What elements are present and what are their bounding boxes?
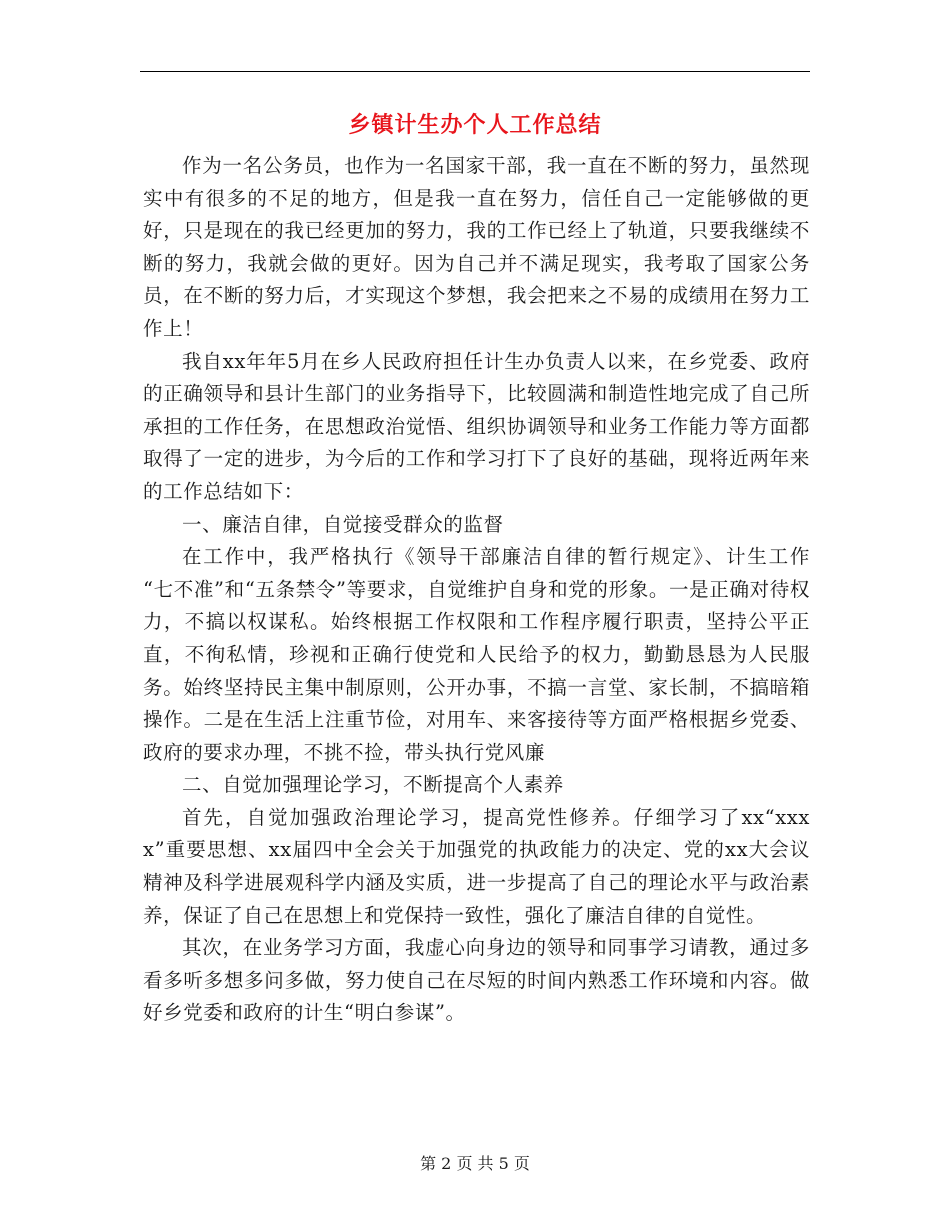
paragraph-study-second: 其次，在业务学习方面，我虚心向身边的领导和同事学习请教，通过多看多听多想多问多做，努力使自己在尽短的时间内熟悉工作环境和内容。做好乡党委和政府的计生“明白参谋”。	[143, 936, 810, 1025]
paragraph-integrity: 在工作中，我严格执行《领导干部廉洁自律的暂行规定》、计生工作 “七不准”和“五条禁令”等要求，自觉维护自身和党的形象。一是正确对待权力，不搞以权谋私。始终根据工作权限和工作程序履行职责，坚持公平正直，不徇私情，珍视和正确行使党和人民给予的权力，勤勤恳恳为人民服务。始终坚持民主集中制原则，公开办事，不搞一言堂、家长制，不搞暗箱操作。二是在生活上注重节俭，对用车、来客接待等方面严格根据乡党委、政府的要求办理，不挑不捡，带头执行党风廉	[143, 545, 810, 764]
section-heading-2: 二、自觉加强理论学习，不断提高个人素养	[182, 773, 564, 797]
header-rule	[140, 71, 810, 72]
document-body	[143, 150, 810, 1030]
paragraph-study-first: 首先，自觉加强政治理论学习，提高党性修养。仔细学习了xx“xxxx”重要思想、xx届四中全会关于加强党的执政能力的决定、党的xx大会议精神及科学进展观科学内涵及实质，进一步提高了自己的理论水平与政治素养，保证了自己在思想上和党保持一致性，强化了廉洁自律的自觉性。	[143, 805, 810, 927]
paragraph-overview: 我自xx年年5月在乡人民政府担任计生办负责人以来，在乡党委、政府的正确领导和县计生部门的业务指导下，比较圆满和制造性地完成了自己所承担的工作任务，在思想政治觉悟、组织协调领导和业务工作能力等方面都取得了一定的进步，为今后的工作和学习打下了良好的基础，现将近两年来的工作总结如下：	[143, 349, 810, 503]
page-number-footer: 第 2 页 共 5 页	[420, 1154, 530, 1173]
paragraph-intro: 作为一名公务员，也作为一名国家干部，我一直在不断的努力，虽然现实中有很多的不足的地方，但是我一直在努力，信任自己一定能够做的更好，只是现在的我已经更加的努力，我的工作已经上了轨道，只要我继续不断的努力，我就会做的更好。因为自己并不满足现实，我考取了国家公务员，在不断的努力后，才实现这个梦想，我会把来之不易的成绩用在努力工作上！	[143, 154, 810, 340]
document-title: 乡镇计生办个人工作总结	[348, 113, 602, 138]
section-heading-1: 一、廉洁自律，自觉接受群众的监督	[182, 512, 504, 536]
